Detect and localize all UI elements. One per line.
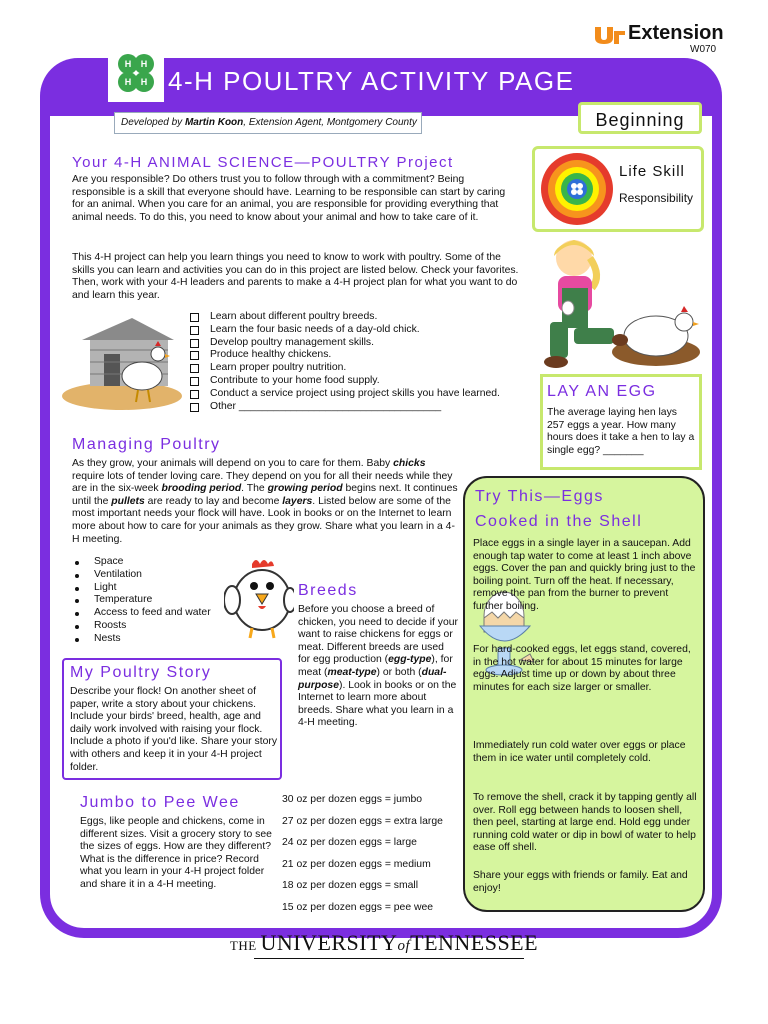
level-badge: Beginning <box>578 102 702 134</box>
jumbo-text: Eggs, like people and chickens, come in different sizes. Visit a grocery story to see the sizes of eggs. How are they different? What is the difference in price? Record what you learn in your 4-H project folder and share it in a 4-H meeting. <box>80 816 272 890</box>
list-item: Temperature <box>72 594 232 607</box>
checklist-item[interactable]: Learn proper poultry nutrition. <box>188 362 528 375</box>
jumbo-heading: Jumbo to Pee Wee <box>80 794 240 811</box>
ut-logo-icon <box>594 25 626 45</box>
life-skill-box <box>532 146 704 232</box>
lay-egg-text: The average laying hen lays 257 eggs a year. How many hours does it take a hen to lay a single egg? _______ <box>547 407 695 456</box>
managing-paragraph: As they grow, your animals will depend on you to care for them. Baby chicks require lots of tender loving care. They depend on you for all their needs while they are in the six-week brooding period. The growing period begins next. It continues until the pullets are ready to lay and become layers. Listed below are some of the most important needs your flock will have. Look in books or on the Internet to learn more about how to care for your animals as they grow. Share what you learn in a 4-H meeting. <box>72 458 458 545</box>
story-heading: My Poultry Story <box>70 664 212 681</box>
svg-text:H: H <box>124 77 132 87</box>
page-title: 4-H POULTRY ACTIVITY PAGE <box>168 66 575 96</box>
list-item: Nests <box>72 633 232 646</box>
try-step-2: For hard-cooked eggs, let eggs stand, covered, in the hot water for about 15 minutes for large eggs. Adjust time up or down by about three minutes for each size larger or smaller. <box>473 644 691 693</box>
document-code: W070 <box>690 44 717 55</box>
breeds-paragraph: Before you choose a breed of chicken, you need to decide if your want to raise chickens for eggs or meat. Different breeds are used for egg production (egg-type), for meat (meat-type) or both (dual-purpose). Look in books or on the Internet to learn more about breeds. Share what you learn in a 4-H meeting. <box>298 604 458 729</box>
life-skill-value: Responsibility <box>619 191 694 205</box>
list-item: Ventilation <box>72 569 232 582</box>
breeds-heading: Breeds <box>298 582 358 599</box>
egg-size-list <box>282 789 462 919</box>
try-heading-1: Try This—Eggs <box>475 488 604 505</box>
list-item: 27 oz per dozen eggs = extra large <box>282 815 443 827</box>
project-checklist <box>188 311 528 413</box>
svg-text:H: H <box>140 59 148 69</box>
list-item: 24 oz per dozen eggs = large <box>282 837 417 849</box>
list-item: 21 oz per dozen eggs = medium <box>282 858 431 870</box>
svg-text:H: H <box>140 77 148 87</box>
project-paragraph-2: This 4-H project can help you learn things you need to know to work with poultry. Some of the skills you can learn and activities you can do in this project are listed below. Check your favorites. Then, work with your 4-H leaders and parents to make a 4-H project plan for what you want to do and learn this year. <box>72 252 519 301</box>
checklist-item[interactable]: Develop poultry management skills. <box>188 337 528 350</box>
checklist-item[interactable]: Conduct a service project using project skills you have learned. <box>188 388 528 401</box>
lay-egg-heading: LAY AN EGG <box>547 383 657 400</box>
checklist-item[interactable]: Produce healthy chickens. <box>188 349 528 362</box>
list-item: Access to feed and water <box>72 607 232 620</box>
list-item: Space <box>72 556 232 569</box>
clover-logo <box>108 46 164 102</box>
try-step-5: Share your eggs with friends or family. Eat and enjoy! <box>473 870 688 894</box>
list-item: 15 oz per dozen eggs = pee wee <box>282 901 434 913</box>
svg-text:H: H <box>124 59 132 69</box>
try-step-3: Immediately run cold water over eggs or place them in ice water until completely cold. <box>473 740 686 764</box>
girl-hen-illustration <box>536 236 706 372</box>
author-name: Martin Koon <box>184 117 244 128</box>
needs-list <box>72 556 232 646</box>
university-footer: THE UNIVERSITYofTENNESSEE <box>229 930 539 955</box>
try-step-4: To remove the shell, crack it by tapping gently all over. Roll egg between hands to loosen shell, then peel, starting at large end. Hold egg under running cold water or dip in bowl of water to help ease off shell. <box>473 792 697 854</box>
try-heading-2: Cooked in the Shell <box>475 513 643 530</box>
checklist-item[interactable]: Learn the four basic needs of a day-old chick. <box>188 324 528 337</box>
checklist-item[interactable]: Learn about different poultry breeds. <box>188 311 528 324</box>
project-heading: Your 4-H ANIMAL SCIENCE—POULTRY Project <box>72 154 454 171</box>
list-item: 30 oz per dozen eggs = jumbo <box>282 794 423 805</box>
managing-heading: Managing Poultry <box>72 436 221 453</box>
project-paragraph-1: Are you responsible? Do others trust you to follow through with a commitment? Being responsible is a skill that everyone should have. Learning to be responsible can start by caring for an animal. When you care for an animal, you are responsible for providing everything that animal needs. To do this, you need to know about your animal and how to take care of it. <box>72 174 506 223</box>
life-skill-target-icon <box>539 151 615 227</box>
barn-chicken-illustration <box>62 310 182 410</box>
lay-an-egg-box <box>540 374 702 470</box>
footer-rule <box>254 958 524 959</box>
try-step-1: Place eggs in a single layer in a saucepan. Add enough tap water to come at least 1 inch above eggs. Cover the pan and quickly bring just to the boiling point. Turn off the heat. If necessary, remove the pan from the burner to prevent further boiling. <box>473 538 696 612</box>
life-skill-title: Life Skill <box>619 163 685 180</box>
list-item: Light <box>72 582 232 595</box>
checklist-item[interactable]: Contribute to your home food supply. <box>188 375 528 388</box>
cartoon-chicken-illustration <box>224 556 294 640</box>
checklist-item[interactable]: Other ___________________________________ <box>188 401 528 414</box>
org-name: Extension <box>628 22 724 44</box>
four-h-clover-icon <box>108 46 164 102</box>
poultry-story-box <box>62 658 282 780</box>
story-text: Describe your flock! On another sheet of paper, write a story about your chickens. Include your birds' breed, health, age and daily work involved with raising your flock. Include a photo if you'd like. Share your story with others and keep it in your 4-H project folder. <box>70 686 278 773</box>
developed-by: Developed by Martin Koon, Extension Agent, Montgomery County <box>114 112 422 134</box>
list-item: 18 oz per dozen eggs = small <box>282 880 419 892</box>
list-item: Roosts <box>72 620 232 633</box>
